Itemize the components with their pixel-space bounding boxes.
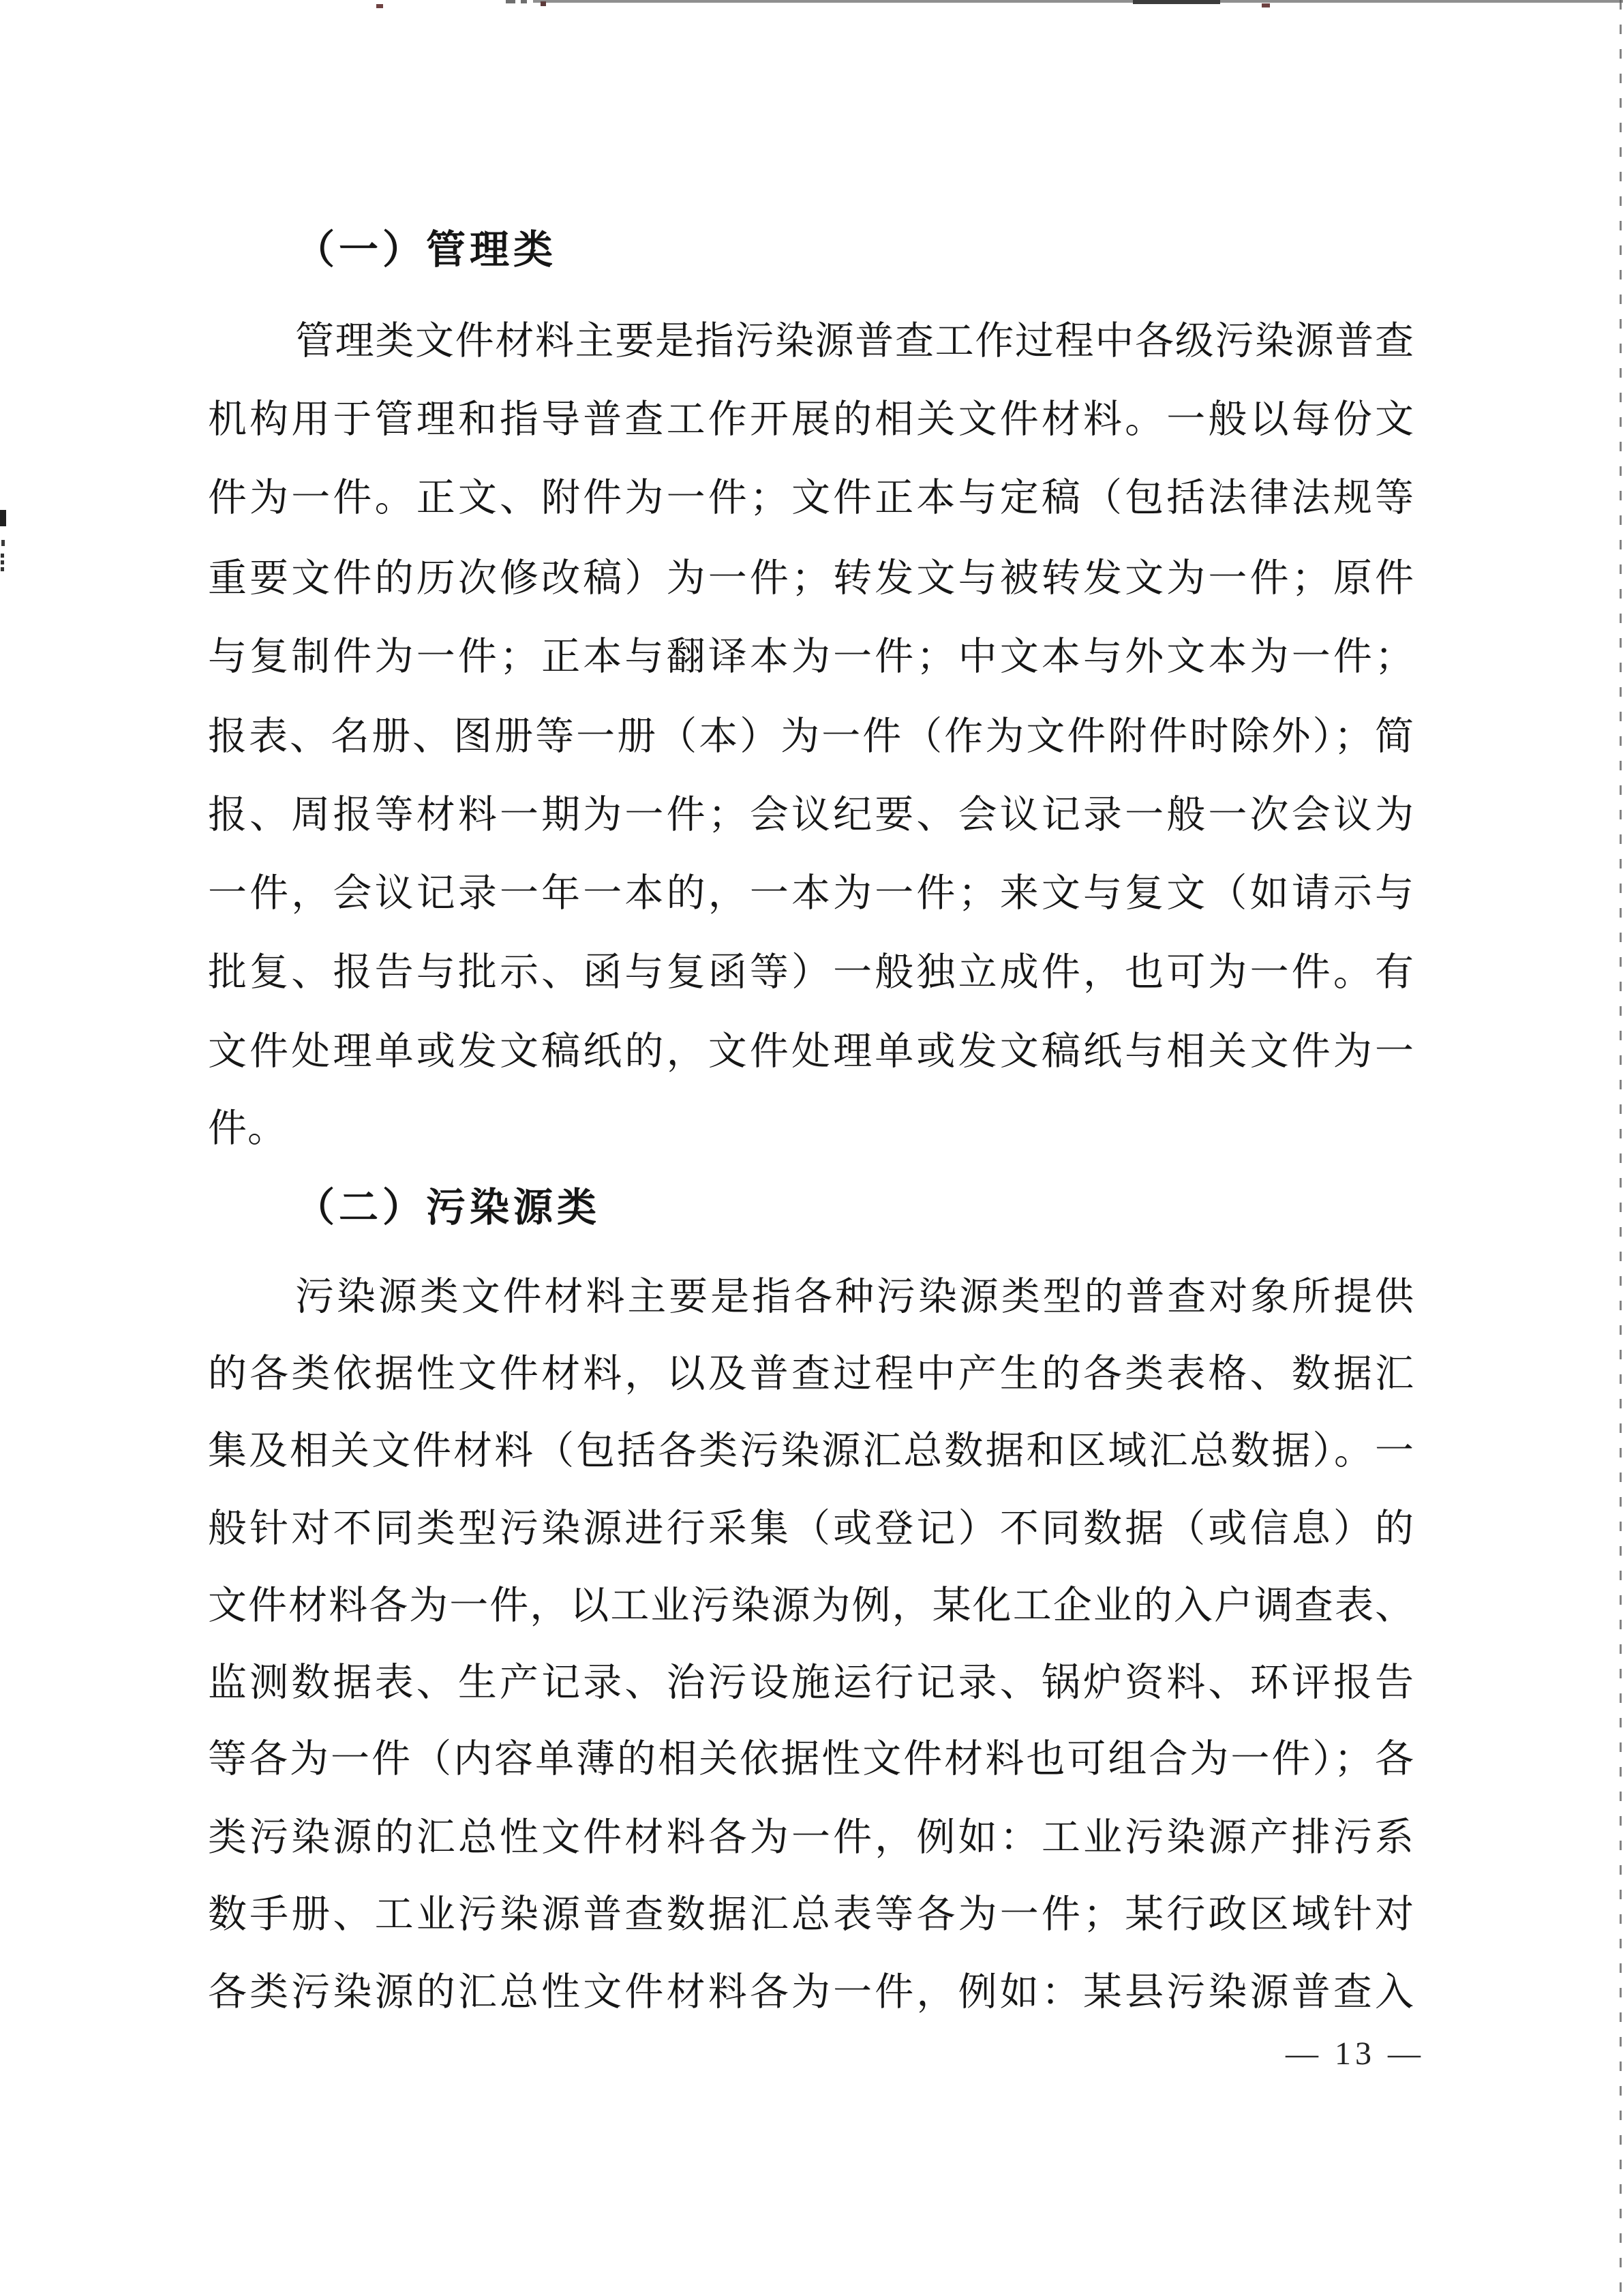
section-2-heading: （二）污染源类 [295,1185,601,1230]
body-line: 数手册、工业污染源普查数据汇总表等各为一件；某行政区域针对 [208,1893,1414,1936]
scan-artifact-right-edge-dots [1620,0,1622,2296]
scan-artifact-left-speck [1,540,5,546]
body-line: 等各为一件（内容单薄的相关依据性文件材料也可组合为一件）；各 [208,1738,1414,1781]
body-line: 类污染源的汇总性文件材料各为一件，例如：工业污染源产排污系 [208,1816,1414,1859]
scan-artifact-left-speck [0,510,6,526]
section-1-heading: （一）管理类 [295,228,558,272]
body-line: 文件材料各为一件，以工业污染源为例，某化工企业的入户调查表、 [208,1584,1414,1627]
body-line: 报表、名册、图册等一册（本）为一件（作为文件附件时除外）；简 [208,715,1414,758]
scan-artifact-red-mark [1262,3,1270,7]
body-line: 文件处理单或发文稿纸的，文件处理单或发文稿纸与相关文件为一 [208,1030,1414,1073]
body-line: 的各类依据性文件材料，以及普查过程中产生的各类表格、数据汇 [208,1353,1414,1395]
body-line: 监测数据表、生产记录、治污设施运行记录、锅炉资料、环评报告 [208,1661,1414,1704]
body-line: 与复制件为一件；正本与翻译本为一件；中文本与外文本为一件； [208,635,1414,678]
scan-artifact-red-mark [541,1,546,6]
scan-artifact-red-mark [376,4,383,8]
body-line: 报、周报等材料一期为一件；会议纪要、会议记录一般一次会议为 [208,794,1414,836]
body-line: 件。 [208,1107,287,1150]
scan-artifact-top-line [533,0,1623,3]
body-line: 污染源类文件材料主要是指各种污染源类型的普查对象所提供 [295,1275,1414,1318]
body-line: 件为一件。正文、附件为一件；文件正本与定稿（包括法律法规等 [208,477,1414,519]
body-line: 集及相关文件材料（包括各类污染源汇总数据和区域汇总数据）。一 [208,1430,1414,1472]
body-line: 批复、报告与批示、函与复函等）一般独立成件，也可为一件。有 [208,951,1414,994]
body-line: 机构用于管理和指导普查工作开展的相关文件材料。一般以每份文 [208,398,1414,441]
body-line: 管理类文件材料主要是指污染源普查工作过程中各级污染源普查 [295,320,1414,363]
scan-artifact-top-dash [506,0,515,3]
scan-artifact-top-dash [521,0,527,3]
body-line: 重要文件的历次修改稿）为一件；转发文与被转发文为一件；原件 [208,557,1414,600]
page-number: — 13 — [1286,2036,1425,2072]
body-line: 般针对不同类型污染源进行采集（或登记）不同数据（或信息）的 [208,1507,1414,1550]
scan-artifact-left-speck [1,554,4,574]
scan-artifact-top-line-dark [1133,0,1220,4]
body-line: 一件，会议记录一年一本的，一本为一件；来文与复文（如请示与 [208,872,1414,915]
body-line: 各类污染源的汇总性文件材料各为一件，例如：某县污染源普查入 [208,1971,1414,2014]
